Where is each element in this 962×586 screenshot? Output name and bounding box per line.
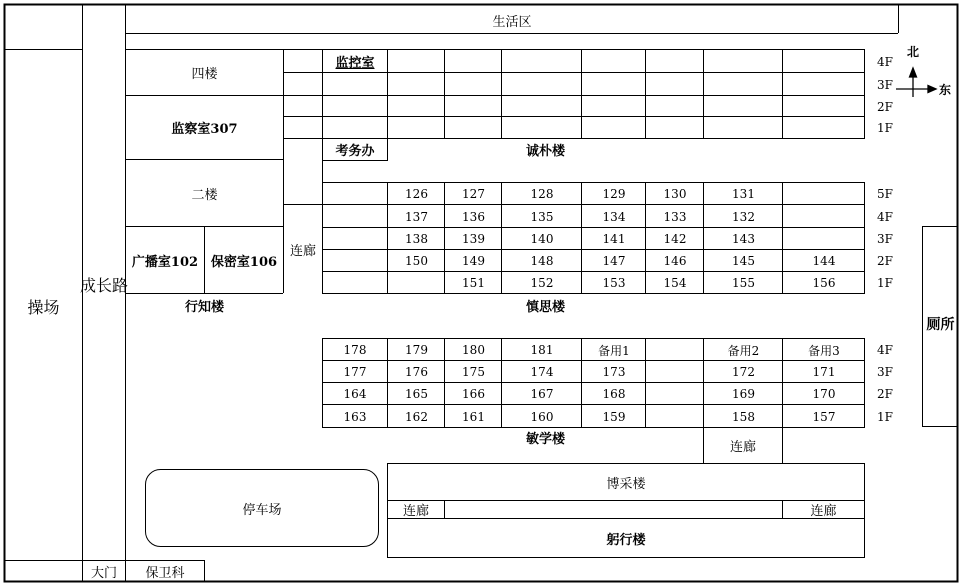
exam-office: 考务办 — [335, 144, 375, 159]
minxue-room-167: 167 — [530, 387, 554, 401]
shensi-room-130: 130 — [663, 187, 687, 201]
shensi-room-145: 145 — [732, 254, 755, 268]
xingzhi-fourth-floor: 四楼 — [191, 67, 218, 82]
minxue-room-179: 179 — [405, 343, 428, 357]
shensi-room-144: 144 — [812, 254, 836, 268]
chengpu-floor-2F: 2F — [877, 99, 893, 114]
minxue-room-171: 171 — [812, 365, 836, 379]
chengpu-floor-3F: 3F — [877, 77, 893, 92]
shensi-room-152: 152 — [530, 276, 554, 290]
minxue-room-161: 161 — [462, 409, 485, 424]
chengpu-floor-4F: 4F — [877, 54, 893, 69]
shensi-room-139: 139 — [462, 232, 485, 246]
minxue-room-172: 172 — [732, 365, 755, 379]
shensi-room-147: 147 — [602, 254, 626, 268]
shensi-room-137: 137 — [405, 209, 428, 224]
shensi-room-142: 142 — [663, 232, 687, 246]
minxue-room-178: 178 — [343, 343, 367, 357]
minxue-room-168: 168 — [602, 387, 626, 401]
gate-label: 大门 — [90, 565, 117, 581]
minxue-room-175: 175 — [462, 365, 485, 379]
minxue-corridor: 连廊 — [729, 439, 756, 455]
shensi-room-146: 146 — [663, 254, 687, 268]
shensi-room-134: 134 — [602, 209, 626, 224]
minxue-room-174: 174 — [530, 365, 554, 379]
minxue-floor-4F: 4F — [877, 343, 893, 357]
xingzhi-corridor: 连廊 — [289, 243, 316, 259]
minxue-room-176: 176 — [405, 365, 428, 379]
minxue-room-159: 159 — [602, 409, 626, 424]
xingzhi-building-name: 行知楼 — [184, 299, 224, 315]
shensi-room-128: 128 — [530, 187, 554, 201]
shensi-room-132: 132 — [732, 209, 755, 224]
shensi-room-127: 127 — [462, 187, 485, 201]
shensi-floor-1F: 1F — [877, 276, 893, 290]
shensi-room-143: 143 — [732, 232, 755, 246]
minxue-room-164: 164 — [343, 387, 367, 401]
minxue-room-180: 180 — [462, 343, 485, 357]
toilet-label: 厕所 — [926, 316, 955, 333]
road-label: 成长路 — [80, 275, 129, 295]
shensi-floor-3F: 3F — [877, 232, 893, 246]
shensi-room-148: 148 — [530, 254, 554, 268]
shensi-room-138: 138 — [405, 232, 428, 246]
shensi-building-name: 慎思楼 — [525, 299, 565, 315]
shensi-floor-2F: 2F — [877, 254, 893, 268]
xingzhi-second-floor: 二楼 — [191, 187, 218, 203]
chengpu-building-name: 诚朴楼 — [525, 144, 565, 159]
playground-label: 操场 — [27, 298, 60, 317]
minxue-floor-1F: 1F — [877, 409, 893, 424]
minxue-room-177: 177 — [343, 365, 367, 379]
shensi-room-126: 126 — [405, 187, 428, 201]
minxue-floor-2F: 2F — [877, 387, 893, 401]
corridor-left: 连廊 — [402, 504, 429, 519]
shensi-room-150: 150 — [405, 254, 428, 268]
shensi-room-135: 135 — [530, 209, 554, 224]
chengpu-floor-1F: 1F — [877, 121, 893, 135]
shensi-room-140: 140 — [530, 232, 554, 246]
shensi-room-153: 153 — [602, 276, 626, 290]
minxue-room-160: 160 — [530, 409, 554, 424]
bocai-building-name: 博采楼 — [606, 476, 646, 492]
shensi-room-131: 131 — [732, 187, 755, 201]
compass-north-label: 北 — [906, 44, 919, 59]
shensi-room-149: 149 — [462, 254, 485, 268]
minxue-floor-3F: 3F — [877, 365, 893, 379]
minxue-room-166: 166 — [462, 387, 485, 401]
minxue-room-162: 162 — [405, 409, 428, 424]
parking-lot: 停车场 — [242, 502, 282, 518]
supervision-room: 监察室307 — [171, 122, 238, 137]
shensi-room-155: 155 — [732, 276, 755, 290]
minxue-room-165: 165 — [405, 387, 428, 401]
minxue-room-158: 158 — [732, 409, 755, 424]
minxue-room-169: 169 — [732, 387, 755, 401]
confidential-room: 保密室106 — [210, 254, 278, 270]
compass-icon — [896, 68, 936, 97]
security-label: 保卫科 — [145, 565, 185, 581]
living-area-label: 生活区 — [492, 14, 532, 30]
minxue-room-173: 173 — [602, 365, 626, 379]
shensi-floor-5F: 5F — [877, 187, 893, 201]
minxue-room-157: 157 — [812, 409, 836, 424]
shensi-floor-4F: 4F — [877, 209, 893, 224]
minxue-room-181: 181 — [530, 343, 554, 357]
broadcast-room: 广播室102 — [131, 254, 199, 270]
shensi-room-141: 141 — [602, 232, 626, 246]
minxue-room-备用2: 备用2 — [727, 343, 760, 358]
minxue-room-备用1: 备用1 — [598, 343, 630, 358]
minxue-building-name: 敏学楼 — [525, 431, 565, 447]
monitor-room: 监控室 — [335, 55, 375, 71]
shensi-room-154: 154 — [663, 276, 687, 290]
shensi-room-133: 133 — [663, 209, 687, 224]
compass-east-label: 东 — [938, 82, 951, 97]
corridor-right: 连廊 — [810, 504, 837, 519]
shensi-room-151: 151 — [462, 276, 485, 290]
shensi-room-129: 129 — [602, 187, 626, 201]
minxue-room-备用3: 备用3 — [808, 343, 840, 358]
minxue-room-170: 170 — [812, 387, 836, 401]
shensi-room-136: 136 — [462, 209, 485, 224]
minxue-room-163: 163 — [343, 409, 367, 424]
shexing-building-name: 躬行楼 — [606, 532, 646, 548]
shensi-room-156: 156 — [812, 276, 836, 290]
